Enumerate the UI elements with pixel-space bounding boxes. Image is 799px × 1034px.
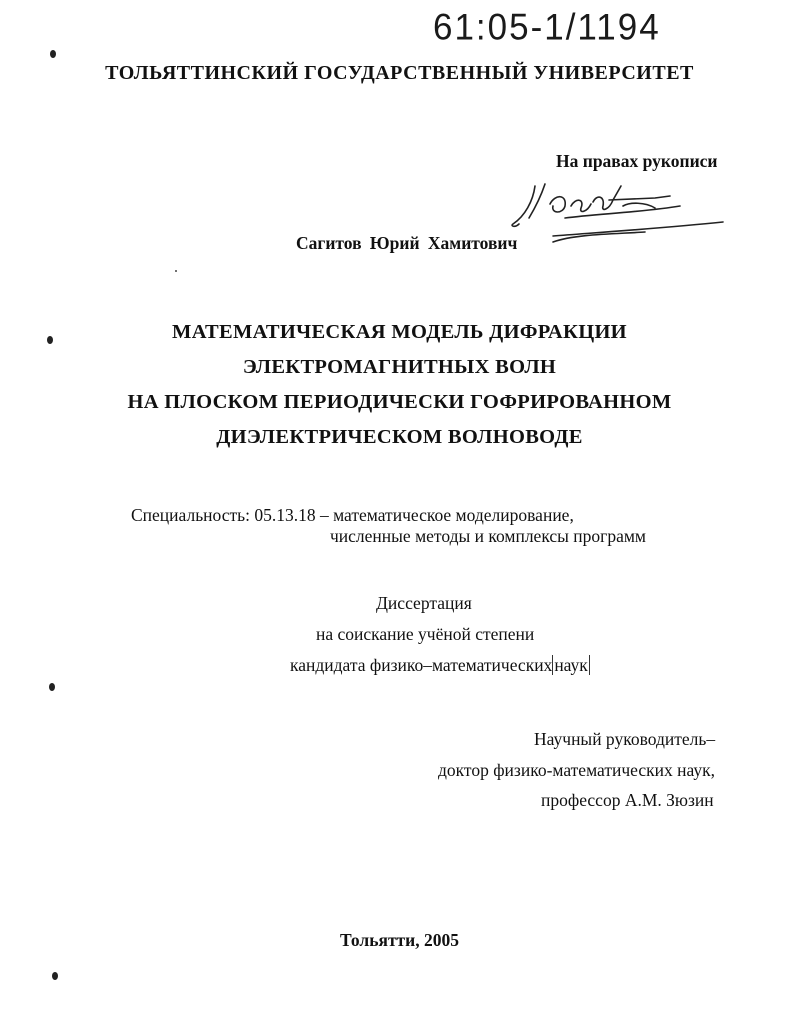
author-name: Сагитов Юрий Хамитович: [296, 233, 518, 253]
supervisor-degree: доктор физико-математических наук,: [438, 760, 715, 780]
degree-field: кандидата физико–математических: [290, 655, 553, 675]
specialty-line-2: численные методы и комплексы программ: [330, 526, 646, 546]
degree-line-3: [290, 655, 590, 676]
degree-line-1: Диссертация: [376, 593, 472, 613]
speck: [175, 270, 177, 272]
margin-mark: [49, 683, 55, 691]
specialty-line-1: Специальность: 05.13.18 – математическое моделирование,: [131, 505, 574, 525]
degree-type: наук: [554, 655, 588, 675]
university-name: ТОЛЬЯТТИНСКИЙ ГОСУДАРСТВЕННЫЙ УНИВЕРСИТЕТ: [105, 62, 694, 84]
degree-line-2: на соискание учёной степени: [316, 624, 535, 644]
title-line-2: ЭЛЕКТРОМАГНИТНЫХ ВОЛН: [242, 356, 557, 378]
margin-mark: [52, 972, 58, 980]
signature-icon: [505, 176, 735, 256]
rights-note: На правах рукописи: [556, 151, 718, 171]
title-line-4: ДИЭЛЕКТРИЧЕСКОМ ВОЛНОВОДЕ: [216, 426, 583, 448]
title-line-1: МАТЕМАТИЧЕСКАЯ МОДЕЛЬ ДИФРАКЦИИ: [172, 321, 627, 343]
margin-mark: [50, 50, 56, 58]
city-year: Тольятти, 2005: [340, 930, 459, 950]
supervisor-name: профессор А.М. Зюзин: [541, 790, 714, 810]
title-line-3: НА ПЛОСКОМ ПЕРИОДИЧЕСКИ ГОФРИРОВАННОМ: [127, 391, 672, 413]
archive-number: 61:05-1/1194: [433, 7, 661, 48]
supervisor-role: Научный руководитель–: [534, 729, 716, 749]
